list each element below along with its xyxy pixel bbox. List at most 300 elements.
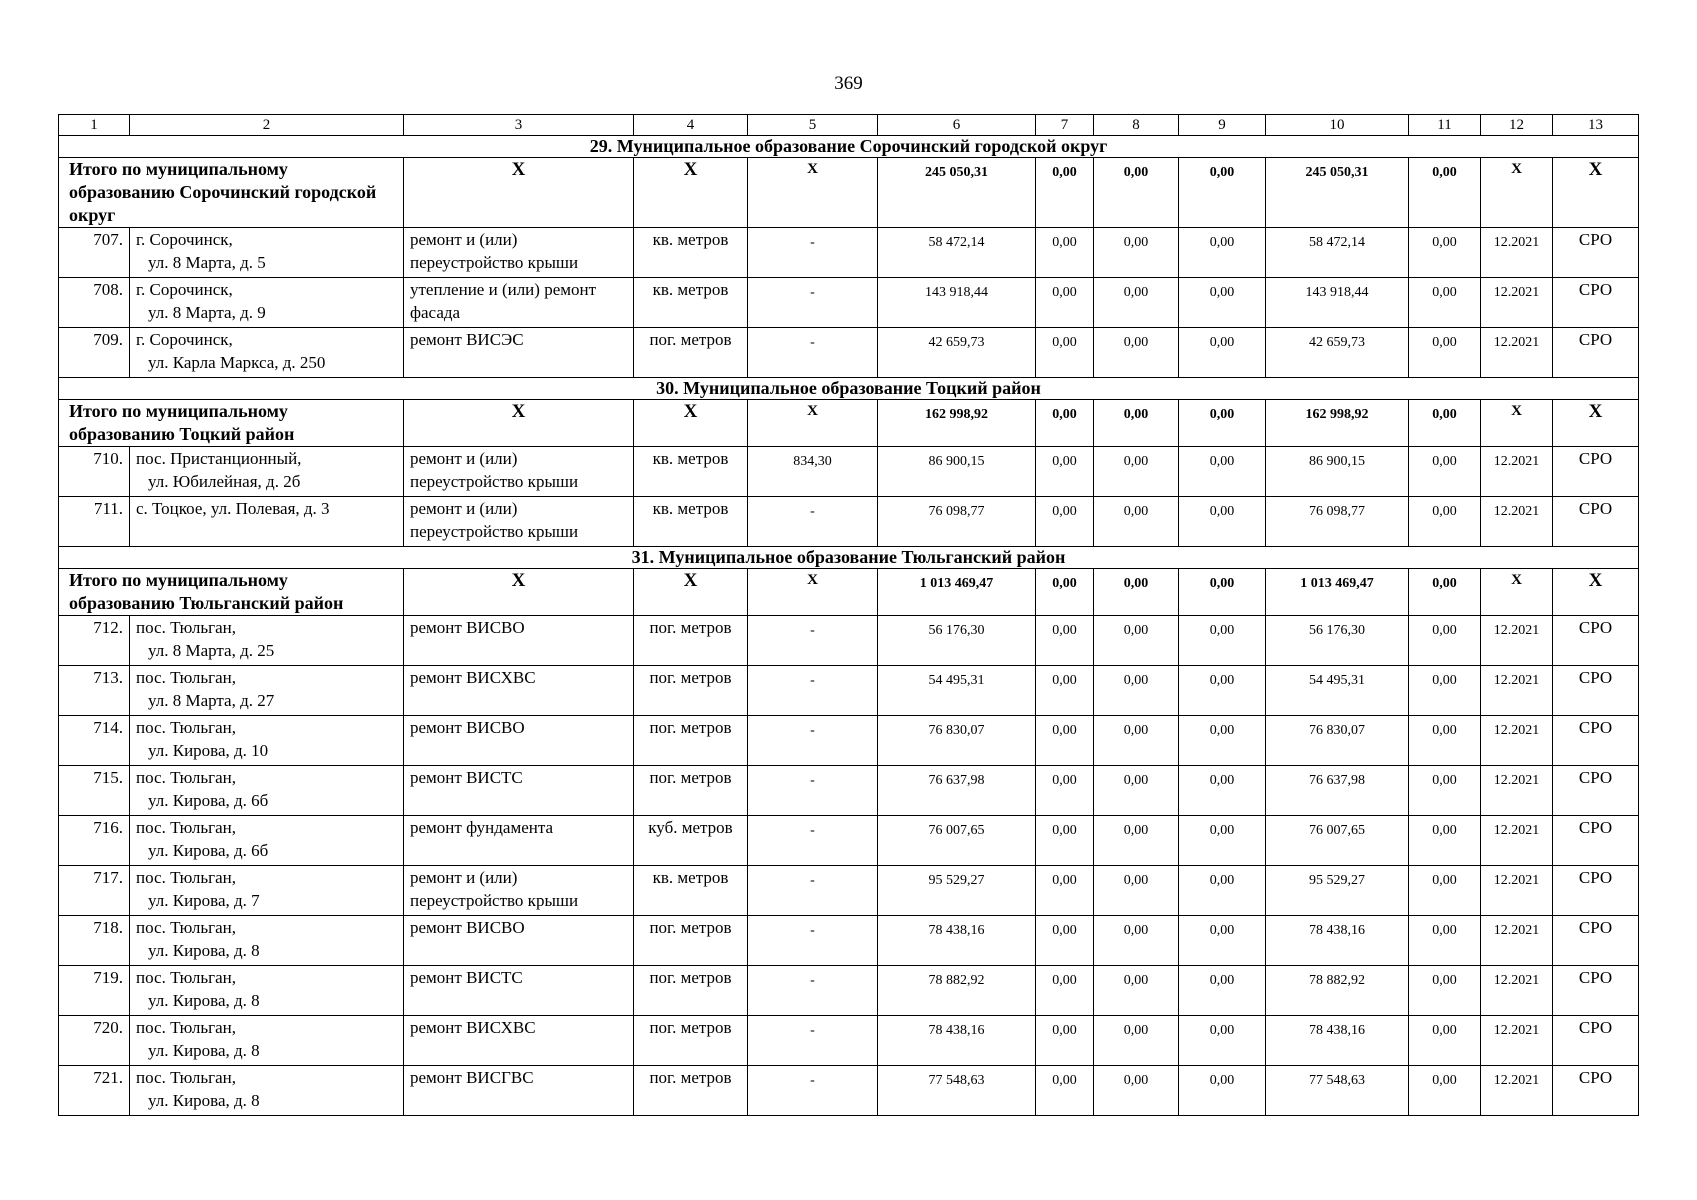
work-type: ремонт ВИСХВС [404, 1016, 634, 1066]
organization: СРО [1553, 228, 1639, 278]
value-c9: 0,00 [1179, 228, 1266, 278]
value-c11: 0,00 [1409, 716, 1481, 766]
total-c8: 0,00 [1094, 569, 1179, 616]
value-c7: 0,00 [1036, 497, 1094, 547]
column-header: 7 [1036, 115, 1094, 136]
unit: пог. метров [634, 1066, 748, 1116]
address-line-2: ул. Кирова, д. 8 [148, 941, 260, 960]
address-line-2: ул. Кирова, д. 6б [148, 791, 269, 810]
row-number: 709. [59, 328, 130, 378]
row-number: 714. [59, 716, 130, 766]
table-row [59, 666, 1639, 716]
volume: - [748, 966, 878, 1016]
work-type: ремонт ВИСВО [404, 716, 634, 766]
value-c10: 54 495,31 [1266, 666, 1409, 716]
total-deadline: Х [1481, 400, 1553, 447]
address-cell [130, 328, 404, 378]
volume: - [748, 916, 878, 966]
column-header: 10 [1266, 115, 1409, 136]
volume: - [748, 328, 878, 378]
unit: кв. метров [634, 497, 748, 547]
value-c8: 0,00 [1094, 228, 1179, 278]
volume: - [748, 616, 878, 666]
unit: кв. метров [634, 228, 748, 278]
value-c6: 56 176,30 [878, 616, 1036, 666]
value-c7: 0,00 [1036, 278, 1094, 328]
address-line-2: ул. Кирова, д. 7 [148, 891, 260, 910]
value-c11: 0,00 [1409, 616, 1481, 666]
address-line-2: ул. 8 Марта, д. 25 [148, 641, 275, 660]
total-c9: 0,00 [1179, 400, 1266, 447]
row-number: 719. [59, 966, 130, 1016]
unit: пог. метров [634, 766, 748, 816]
work-type: ремонт и (или) переустройство крыши [404, 497, 634, 547]
value-c11: 0,00 [1409, 866, 1481, 916]
total-organization: Х [1553, 158, 1639, 228]
address-line-1: г. Сорочинск, [136, 330, 233, 349]
total-c9: 0,00 [1179, 569, 1266, 616]
address-cell [130, 1016, 404, 1066]
unit: пог. метров [634, 1016, 748, 1066]
value-c9: 0,00 [1179, 616, 1266, 666]
organization: СРО [1553, 1066, 1639, 1116]
value-c7: 0,00 [1036, 816, 1094, 866]
total-c8: 0,00 [1094, 400, 1179, 447]
volume: - [748, 866, 878, 916]
value-c12: 12.2021 [1481, 666, 1553, 716]
value-c6: 78 438,16 [878, 1016, 1036, 1066]
table-row [59, 966, 1639, 1016]
address-line-1: г. Сорочинск, [136, 280, 233, 299]
value-c6: 58 472,14 [878, 228, 1036, 278]
unit: пог. метров [634, 666, 748, 716]
row-number: 717. [59, 866, 130, 916]
total-label: Итого по муниципальному образованию Сорочинский городской округ [59, 158, 404, 228]
total-c6: 162 998,92 [878, 400, 1036, 447]
repair-schedule-table [58, 114, 1639, 1116]
value-c11: 0,00 [1409, 966, 1481, 1016]
total-c8: 0,00 [1094, 158, 1179, 228]
table-row [59, 616, 1639, 666]
value-c10: 42 659,73 [1266, 328, 1409, 378]
value-c11: 0,00 [1409, 916, 1481, 966]
value-c10: 78 882,92 [1266, 966, 1409, 1016]
address-line-2: ул. Кирова, д. 8 [148, 1091, 260, 1110]
work-type: ремонт ВИСТС [404, 766, 634, 816]
value-c9: 0,00 [1179, 1066, 1266, 1116]
organization: СРО [1553, 966, 1639, 1016]
value-c7: 0,00 [1036, 666, 1094, 716]
value-c6: 76 637,98 [878, 766, 1036, 816]
work-type: ремонт ВИСВО [404, 616, 634, 666]
value-c11: 0,00 [1409, 497, 1481, 547]
value-c11: 0,00 [1409, 447, 1481, 497]
value-c12: 12.2021 [1481, 766, 1553, 816]
value-c7: 0,00 [1036, 916, 1094, 966]
column-number-row [59, 115, 1639, 136]
column-header: 8 [1094, 115, 1179, 136]
value-c10: 143 918,44 [1266, 278, 1409, 328]
address-cell [130, 497, 404, 547]
value-c10: 56 176,30 [1266, 616, 1409, 666]
column-header: 13 [1553, 115, 1639, 136]
value-c9: 0,00 [1179, 666, 1266, 716]
row-number: 708. [59, 278, 130, 328]
value-c8: 0,00 [1094, 616, 1179, 666]
value-c7: 0,00 [1036, 328, 1094, 378]
address-line-2: ул. Кирова, д. 8 [148, 991, 260, 1010]
value-c7: 0,00 [1036, 966, 1094, 1016]
value-c7: 0,00 [1036, 1016, 1094, 1066]
table-row [59, 278, 1639, 328]
value-c6: 86 900,15 [878, 447, 1036, 497]
section-total-row [59, 158, 1639, 228]
organization: СРО [1553, 447, 1639, 497]
address-cell [130, 1066, 404, 1116]
value-c8: 0,00 [1094, 1066, 1179, 1116]
value-c8: 0,00 [1094, 716, 1179, 766]
value-c11: 0,00 [1409, 766, 1481, 816]
address-cell [130, 666, 404, 716]
total-work-type: Х [404, 158, 634, 228]
work-type: ремонт фундамента [404, 816, 634, 866]
table-row [59, 497, 1639, 547]
address-line-1: пос. Тюльган, [136, 668, 236, 687]
total-c7: 0,00 [1036, 569, 1094, 616]
total-c11: 0,00 [1409, 400, 1481, 447]
value-c11: 0,00 [1409, 1066, 1481, 1116]
value-c7: 0,00 [1036, 716, 1094, 766]
value-c9: 0,00 [1179, 916, 1266, 966]
value-c12: 12.2021 [1481, 447, 1553, 497]
row-number: 721. [59, 1066, 130, 1116]
section-title-row [59, 136, 1639, 158]
unit: пог. метров [634, 616, 748, 666]
value-c12: 12.2021 [1481, 616, 1553, 666]
address-line-1: пос. Тюльган, [136, 918, 236, 937]
value-c9: 0,00 [1179, 816, 1266, 866]
value-c10: 77 548,63 [1266, 1066, 1409, 1116]
address-line-1: пос. Тюльган, [136, 1068, 236, 1087]
value-c8: 0,00 [1094, 328, 1179, 378]
table-row [59, 766, 1639, 816]
section-title: 30. Муниципальное образование Тоцкий район [59, 378, 1639, 400]
column-header: 11 [1409, 115, 1481, 136]
total-c10: 245 050,31 [1266, 158, 1409, 228]
value-c7: 0,00 [1036, 866, 1094, 916]
table-row [59, 716, 1639, 766]
volume: - [748, 278, 878, 328]
volume: 834,30 [748, 447, 878, 497]
section-total-row [59, 569, 1639, 616]
volume: - [748, 1066, 878, 1116]
total-c7: 0,00 [1036, 158, 1094, 228]
unit: пог. метров [634, 966, 748, 1016]
value-c8: 0,00 [1094, 278, 1179, 328]
value-c12: 12.2021 [1481, 866, 1553, 916]
value-c10: 86 900,15 [1266, 447, 1409, 497]
value-c11: 0,00 [1409, 816, 1481, 866]
value-c10: 76 637,98 [1266, 766, 1409, 816]
work-type: ремонт ВИСВО [404, 916, 634, 966]
total-work-type: Х [404, 569, 634, 616]
total-c7: 0,00 [1036, 400, 1094, 447]
row-number: 716. [59, 816, 130, 866]
volume: - [748, 816, 878, 866]
work-type: ремонт ВИСТС [404, 966, 634, 1016]
row-number: 715. [59, 766, 130, 816]
value-c6: 95 529,27 [878, 866, 1036, 916]
value-c8: 0,00 [1094, 866, 1179, 916]
table-row [59, 228, 1639, 278]
total-c11: 0,00 [1409, 569, 1481, 616]
total-unit: Х [634, 569, 748, 616]
address-cell [130, 228, 404, 278]
value-c10: 76 098,77 [1266, 497, 1409, 547]
table-row [59, 447, 1639, 497]
address-line-1: пос. Тюльган, [136, 868, 236, 887]
volume: - [748, 716, 878, 766]
page-number: 369 [834, 73, 863, 94]
section-title-row [59, 547, 1639, 569]
unit: пог. метров [634, 716, 748, 766]
address-cell [130, 816, 404, 866]
address-line-1: пос. Тюльган, [136, 718, 236, 737]
value-c6: 143 918,44 [878, 278, 1036, 328]
value-c10: 76 830,07 [1266, 716, 1409, 766]
value-c6: 76 007,65 [878, 816, 1036, 866]
total-unit: Х [634, 158, 748, 228]
address-line-2: ул. 8 Марта, д. 9 [148, 303, 266, 322]
value-c10: 78 438,16 [1266, 1016, 1409, 1066]
column-header: 3 [404, 115, 634, 136]
table-body [59, 115, 1639, 1116]
total-organization: Х [1553, 569, 1639, 616]
address-line-2: ул. Кирова, д. 8 [148, 1041, 260, 1060]
value-c8: 0,00 [1094, 666, 1179, 716]
total-c10: 1 013 469,47 [1266, 569, 1409, 616]
work-type: утепление и (или) ремонт фасада [404, 278, 634, 328]
value-c12: 12.2021 [1481, 816, 1553, 866]
address-cell [130, 278, 404, 328]
total-c10: 162 998,92 [1266, 400, 1409, 447]
value-c12: 12.2021 [1481, 328, 1553, 378]
address-line-2: ул. Кирова, д. 6б [148, 841, 269, 860]
address-cell [130, 866, 404, 916]
address-line-1: пос. Тюльган, [136, 768, 236, 787]
column-header: 2 [130, 115, 404, 136]
total-volume: Х [748, 400, 878, 447]
value-c6: 78 438,16 [878, 916, 1036, 966]
value-c7: 0,00 [1036, 616, 1094, 666]
work-type: ремонт и (или) переустройство крыши [404, 228, 634, 278]
value-c12: 12.2021 [1481, 278, 1553, 328]
total-organization: Х [1553, 400, 1639, 447]
unit: кв. метров [634, 278, 748, 328]
unit: пог. метров [634, 916, 748, 966]
value-c10: 78 438,16 [1266, 916, 1409, 966]
value-c11: 0,00 [1409, 328, 1481, 378]
total-work-type: Х [404, 400, 634, 447]
value-c10: 58 472,14 [1266, 228, 1409, 278]
total-volume: Х [748, 158, 878, 228]
work-type: ремонт и (или) переустройство крыши [404, 866, 634, 916]
address-cell [130, 966, 404, 1016]
row-number: 713. [59, 666, 130, 716]
value-c9: 0,00 [1179, 278, 1266, 328]
value-c6: 54 495,31 [878, 666, 1036, 716]
organization: СРО [1553, 497, 1639, 547]
total-deadline: Х [1481, 569, 1553, 616]
unit: кв. метров [634, 447, 748, 497]
address-cell [130, 447, 404, 497]
total-label: Итого по муниципальному образованию Тоцкий район [59, 400, 404, 447]
organization: СРО [1553, 666, 1639, 716]
value-c8: 0,00 [1094, 766, 1179, 816]
volume: - [748, 666, 878, 716]
total-c6: 245 050,31 [878, 158, 1036, 228]
column-header: 12 [1481, 115, 1553, 136]
value-c9: 0,00 [1179, 966, 1266, 1016]
value-c7: 0,00 [1036, 228, 1094, 278]
organization: СРО [1553, 328, 1639, 378]
value-c12: 12.2021 [1481, 497, 1553, 547]
address-line-1: пос. Тюльган, [136, 968, 236, 987]
column-header: 9 [1179, 115, 1266, 136]
value-c9: 0,00 [1179, 716, 1266, 766]
column-header: 4 [634, 115, 748, 136]
section-title: 31. Муниципальное образование Тюльганский район [59, 547, 1639, 569]
value-c8: 0,00 [1094, 966, 1179, 1016]
row-number: 710. [59, 447, 130, 497]
address-line-2: ул. Карла Маркса, д. 250 [148, 353, 326, 372]
value-c8: 0,00 [1094, 816, 1179, 866]
total-label: Итого по муниципальному образованию Тюльганский район [59, 569, 404, 616]
table-row [59, 916, 1639, 966]
value-c9: 0,00 [1179, 447, 1266, 497]
value-c12: 12.2021 [1481, 916, 1553, 966]
total-c6: 1 013 469,47 [878, 569, 1036, 616]
volume: - [748, 228, 878, 278]
organization: СРО [1553, 716, 1639, 766]
address-line-1: пос. Тюльган, [136, 618, 236, 637]
table-row [59, 866, 1639, 916]
address-cell [130, 716, 404, 766]
address-cell [130, 916, 404, 966]
value-c12: 12.2021 [1481, 966, 1553, 1016]
table-row [59, 1066, 1639, 1116]
section-total-row [59, 400, 1639, 447]
work-type: ремонт ВИСГВС [404, 1066, 634, 1116]
value-c11: 0,00 [1409, 228, 1481, 278]
total-volume: Х [748, 569, 878, 616]
column-header: 5 [748, 115, 878, 136]
table-row [59, 816, 1639, 866]
value-c6: 77 548,63 [878, 1066, 1036, 1116]
value-c8: 0,00 [1094, 916, 1179, 966]
value-c12: 12.2021 [1481, 1016, 1553, 1066]
address-line-2: ул. Юбилейная, д. 2б [148, 472, 301, 491]
value-c12: 12.2021 [1481, 716, 1553, 766]
value-c8: 0,00 [1094, 1016, 1179, 1066]
address-cell [130, 766, 404, 816]
row-number: 718. [59, 916, 130, 966]
table-row [59, 328, 1639, 378]
value-c12: 12.2021 [1481, 1066, 1553, 1116]
address-line-1: пос. Пристанционный, [136, 449, 302, 468]
unit: куб. метров [634, 816, 748, 866]
volume: - [748, 766, 878, 816]
total-c11: 0,00 [1409, 158, 1481, 228]
total-deadline: Х [1481, 158, 1553, 228]
value-c9: 0,00 [1179, 1016, 1266, 1066]
address-line-1: с. Тоцкое, ул. Полевая, д. 3 [136, 499, 330, 518]
value-c9: 0,00 [1179, 866, 1266, 916]
value-c9: 0,00 [1179, 328, 1266, 378]
address-line-2: ул. 8 Марта, д. 5 [148, 253, 266, 272]
value-c7: 0,00 [1036, 766, 1094, 816]
row-number: 707. [59, 228, 130, 278]
value-c6: 42 659,73 [878, 328, 1036, 378]
organization: СРО [1553, 1016, 1639, 1066]
table-row [59, 1016, 1639, 1066]
work-type: ремонт ВИСХВС [404, 666, 634, 716]
total-unit: Х [634, 400, 748, 447]
address-line-2: ул. 8 Марта, д. 27 [148, 691, 275, 710]
value-c10: 95 529,27 [1266, 866, 1409, 916]
value-c10: 76 007,65 [1266, 816, 1409, 866]
value-c9: 0,00 [1179, 497, 1266, 547]
organization: СРО [1553, 816, 1639, 866]
value-c7: 0,00 [1036, 447, 1094, 497]
value-c6: 76 830,07 [878, 716, 1036, 766]
value-c11: 0,00 [1409, 278, 1481, 328]
column-header: 6 [878, 115, 1036, 136]
row-number: 720. [59, 1016, 130, 1066]
column-header: 1 [59, 115, 130, 136]
value-c9: 0,00 [1179, 766, 1266, 816]
organization: СРО [1553, 766, 1639, 816]
section-title: 29. Муниципальное образование Сорочинский городской округ [59, 136, 1639, 158]
value-c6: 76 098,77 [878, 497, 1036, 547]
value-c8: 0,00 [1094, 497, 1179, 547]
organization: СРО [1553, 278, 1639, 328]
unit: пог. метров [634, 328, 748, 378]
value-c7: 0,00 [1036, 1066, 1094, 1116]
address-line-1: г. Сорочинск, [136, 230, 233, 249]
work-type: ремонт и (или) переустройство крыши [404, 447, 634, 497]
address-cell [130, 616, 404, 666]
value-c6: 78 882,92 [878, 966, 1036, 1016]
value-c12: 12.2021 [1481, 228, 1553, 278]
value-c11: 0,00 [1409, 1016, 1481, 1066]
value-c11: 0,00 [1409, 666, 1481, 716]
row-number: 712. [59, 616, 130, 666]
volume: - [748, 497, 878, 547]
value-c8: 0,00 [1094, 447, 1179, 497]
address-line-1: пос. Тюльган, [136, 818, 236, 837]
organization: СРО [1553, 866, 1639, 916]
volume: - [748, 1016, 878, 1066]
work-type: ремонт ВИСЭС [404, 328, 634, 378]
address-line-1: пос. Тюльган, [136, 1018, 236, 1037]
row-number: 711. [59, 497, 130, 547]
unit: кв. метров [634, 866, 748, 916]
total-c9: 0,00 [1179, 158, 1266, 228]
organization: СРО [1553, 616, 1639, 666]
section-title-row [59, 378, 1639, 400]
address-line-2: ул. Кирова, д. 10 [148, 741, 269, 760]
